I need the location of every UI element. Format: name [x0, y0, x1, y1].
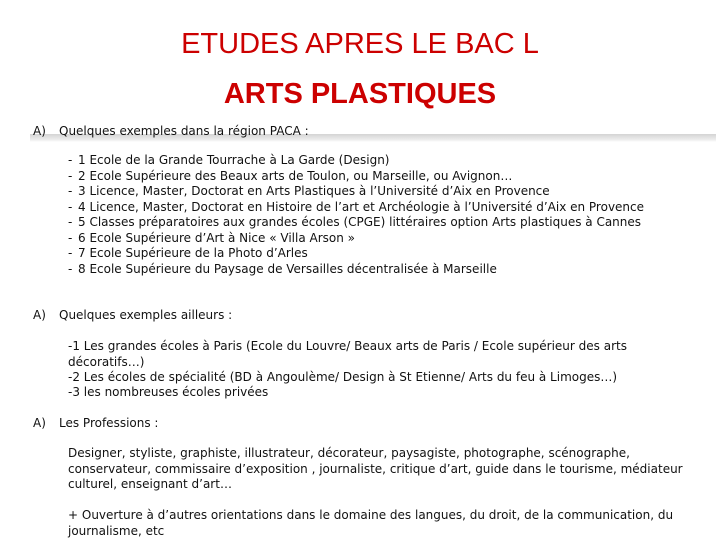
other-schools-line-1: -1 Les grandes écoles à Paris (Ecole du Louvre/ Beaux arts de Paris / Ecole supérieur des arts décoratifs…)	[68, 339, 627, 369]
other-schools-line-2: -2 Les écoles de spécialité (BD à Angoulème/ Design à St Etienne/ Arts du feu à Limoges…)	[68, 370, 618, 384]
section-2-heading	[33, 308, 232, 322]
section-1-heading-text: Quelques exemples dans la région PACA :	[59, 124, 309, 138]
section-1-marker: A)	[33, 124, 46, 138]
paca-school-list	[68, 153, 644, 277]
list-item: - 6 Ecole Supérieure d’Art à Nice « Villa Arson »	[68, 230, 355, 245]
section-3-heading	[33, 416, 158, 430]
list-item: - 1 Ecole de la Grande Tourrache à La Garde (Design)	[68, 153, 390, 167]
section-2-marker: A)	[33, 308, 46, 322]
list-item: - 4 Licence, Master, Doctorat en Histoire de l’art et Archéologie à l’Université d’Aix en Provence	[68, 199, 645, 214]
list-item: - 2 Ecole Supérieure des Beaux arts de Toulon, ou Marseille, ou Avignon…	[68, 168, 513, 183]
list-item: - 7 Ecole Supérieure de la Photo d’Arles	[68, 246, 308, 260]
list-item: - 8 Ecole Supérieure du Paysage de Versailles décentralisée à Marseille	[68, 261, 497, 276]
slide-title-line-2: ARTS PLASTIQUES	[223, 78, 497, 110]
list-item: - 3 Licence, Master, Doctorat en Arts Plastiques à l’Université d’Aix en Provence	[68, 184, 550, 198]
professions-text: Designer, styliste, graphiste, illustrateur, décorateur, paysagiste, photographe, scénographe, conservateur, commissaire d’exposition , journaliste, critique d’art, guide dans le tourisme, médiateur culturel, enseignant d’art…	[68, 446, 683, 491]
other-schools-line-3: -3 les nombreuses écoles privées	[68, 385, 269, 399]
section-3-marker: A)	[33, 416, 46, 430]
openings-text: + Ouverture à d’autres orientations dans le domaine des langues, du droit, de la communication, du journalisme, etc	[68, 508, 674, 538]
list-item: - 5 Classes préparatoires aux grandes écoles (CPGE) littéraires option Arts plastiques à Cannes	[68, 215, 642, 229]
section-2-heading-text: Quelques exemples ailleurs :	[59, 308, 233, 322]
section-1-heading	[33, 124, 309, 138]
slide-title-line-1: ETUDES APRES LE BAC L	[181, 28, 539, 60]
section-3-heading-text: Les Professions :	[59, 416, 159, 430]
